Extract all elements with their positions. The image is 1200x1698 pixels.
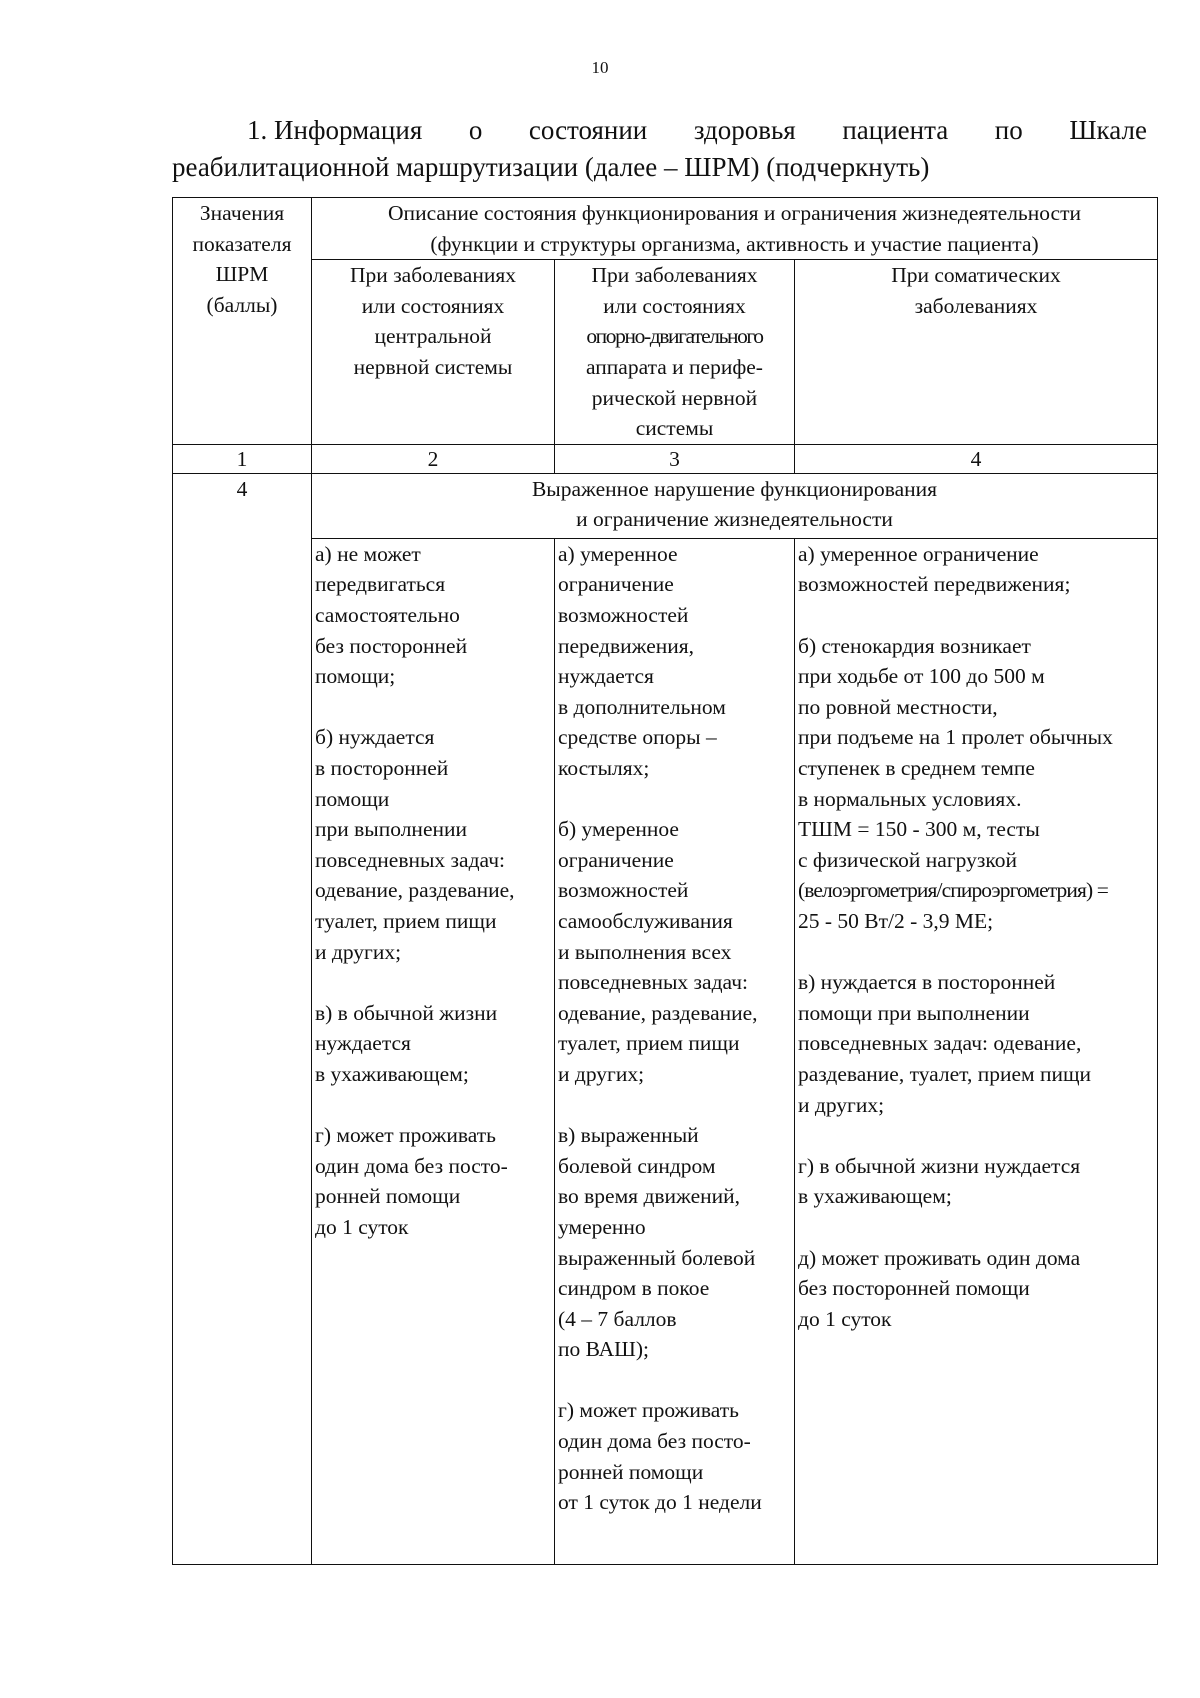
column-number: 2	[312, 444, 555, 473]
column-number: 3	[555, 444, 795, 473]
description-line	[558, 784, 791, 815]
heading-line-2: реабилитационной маршрутизации (далее – ШРМ) (подчеркнуть)	[172, 152, 930, 182]
description-line: г) может проживать	[315, 1123, 496, 1148]
description-line: а) не может	[315, 541, 421, 566]
description-line: синдром в покое	[558, 1276, 710, 1301]
description-line	[558, 1365, 791, 1396]
description-line: самостоятельно	[315, 603, 460, 628]
description-line: ограничение	[558, 847, 674, 872]
description-line: нуждается	[315, 1031, 411, 1056]
heading-word: пациента	[842, 115, 949, 145]
description-line: при подъеме на 1 пролет обычных	[798, 725, 1113, 750]
description-line: б) стенокардия возникает	[798, 633, 1031, 658]
description-line: одевание, раздевание,	[558, 1000, 758, 1025]
description-line	[315, 692, 551, 723]
heading-word: здоровья	[693, 115, 796, 145]
heading-word: Шкале	[1069, 115, 1147, 145]
table-header-row	[173, 198, 1158, 260]
shrm-table	[172, 197, 1158, 1565]
description-line: болевой синдром	[558, 1153, 716, 1178]
description-line: в дополнительном	[558, 694, 726, 719]
description-line: (4 – 7 баллов	[558, 1306, 677, 1331]
description-line: и выполнения всех	[558, 939, 732, 964]
description-header: Описание состояния функционирования и ограничения жизнедеятельности (функции и структуры организма, активность и участие пациента)	[312, 198, 1158, 260]
description-line: повседневных задач:	[315, 847, 506, 872]
description-line: с физической нагрузкой	[798, 847, 1017, 872]
description-line: ронней помощи	[558, 1459, 704, 1484]
musculoskeletal-column-header: При заболеваниях или состояниях опорно-двигательного аппарата и перифе- рической нервной системы	[555, 260, 795, 445]
table-subheader-row	[173, 260, 1158, 445]
description-line: самообслуживания	[558, 908, 733, 933]
cns-description	[312, 538, 555, 1564]
description-line: и других;	[558, 1061, 645, 1086]
description-line: повседневных задач: одевание,	[798, 1031, 1082, 1056]
description-line: помощи;	[315, 664, 396, 689]
description-line: в ухаживающем;	[798, 1184, 952, 1209]
table-row	[173, 473, 1158, 538]
description-line: одевание, раздевание,	[315, 878, 515, 903]
description-line: во время движений,	[558, 1184, 741, 1209]
description-line: костылях;	[558, 756, 650, 780]
heading-word: о	[468, 115, 483, 145]
description-line: раздевание, туалет, прием пищи	[798, 1061, 1092, 1086]
heading-line-1	[172, 112, 1147, 149]
description-line: выраженный болевой	[558, 1245, 756, 1270]
description-line: передвижения,	[558, 633, 695, 658]
description-line: нуждается	[558, 664, 654, 689]
description-line: а) умеренное ограничение	[798, 541, 1039, 566]
musculoskeletal-description	[555, 538, 795, 1564]
description-line: передвигаться	[315, 572, 446, 597]
description-line: ронней помощи	[315, 1184, 461, 1209]
score-column-header: Значения показателя ШРМ (баллы)	[173, 198, 312, 445]
description-line: г) в обычной жизни нуждается	[798, 1153, 1081, 1178]
description-line	[798, 1120, 1154, 1151]
description-line: в) нуждается в посторонней	[798, 970, 1056, 995]
description-line: средстве опоры –	[558, 725, 717, 750]
description-line: помощи при выполнении	[798, 1000, 1030, 1025]
description-line: а) умеренное	[558, 541, 678, 566]
description-line: и других;	[315, 939, 402, 964]
description-line: в ухаживающем;	[315, 1061, 469, 1086]
description-line: туалет, прием пищи	[315, 908, 497, 933]
section-heading	[172, 112, 1147, 186]
description-line: один дома без посто-	[315, 1153, 508, 1178]
description-line: по ВАШ);	[558, 1337, 649, 1362]
cns-column-header: При заболеваниях или состояниях центральной нервной системы	[312, 260, 555, 445]
section-title: Выраженное нарушение функционирования и ограничение жизнедеятельности	[312, 473, 1158, 538]
description-line: б) нуждается	[315, 725, 435, 750]
description-line: возможностей передвижения;	[798, 572, 1071, 597]
description-line: г) может проживать	[558, 1398, 739, 1423]
description-line: в нормальных условиях.	[798, 786, 1022, 811]
description-line: при ходьбе от 100 до 500 м	[798, 664, 1045, 689]
column-numbers-row	[173, 444, 1158, 473]
description-line	[315, 967, 551, 998]
heading-word: состоянии	[528, 115, 648, 145]
description-line: в) в обычной жизни	[315, 1000, 498, 1025]
column-number: 1	[173, 444, 312, 473]
somatic-column-header: При соматических заболеваниях	[795, 260, 1158, 445]
description-line: от 1 суток до 1 недели	[558, 1490, 762, 1515]
description-line: до 1 суток	[315, 1214, 409, 1239]
description-line	[798, 1212, 1154, 1243]
description-line: возможностей	[558, 878, 689, 903]
description-line: д) может проживать один дома	[798, 1245, 1081, 1270]
description-line: до 1 суток	[798, 1306, 892, 1331]
description-line: б) умеренное	[558, 817, 679, 842]
description-line: умеренно	[558, 1214, 646, 1239]
description-line	[798, 600, 1154, 631]
description-line: без посторонней	[315, 633, 468, 658]
description-line: (велоэргометрия/спироэргометрия) =	[798, 878, 1108, 903]
column-number: 4	[795, 444, 1158, 473]
description-line: повседневных задач:	[558, 970, 749, 995]
description-line: в посторонней	[315, 756, 449, 780]
description-line: туалет, прием пищи	[558, 1031, 740, 1056]
description-line: ступенек в среднем темпе	[798, 756, 1035, 780]
description-line: по ровной местности,	[798, 694, 998, 719]
description-line: ограничение	[558, 572, 674, 597]
description-line: помощи	[315, 786, 390, 811]
description-line: один дома без посто-	[558, 1429, 751, 1454]
description-line: ТШМ = 150 - 300 м, тесты	[798, 817, 1040, 842]
table-row	[173, 538, 1158, 1564]
description-line: возможностей	[558, 603, 689, 628]
heading-word: по	[994, 115, 1023, 145]
description-line: и других;	[798, 1092, 885, 1117]
description-line	[798, 937, 1154, 968]
description-line	[558, 1090, 791, 1121]
description-line: в) выраженный	[558, 1123, 699, 1148]
page-number: 10	[591, 58, 609, 77]
score-value: 4	[173, 473, 312, 1564]
heading-word: 1. Информация	[247, 115, 423, 145]
description-line	[315, 1090, 551, 1121]
description-line: при выполнении	[315, 817, 468, 842]
description-line: 25 - 50 Вт/2 - 3,9 МЕ;	[798, 908, 994, 933]
somatic-description	[795, 538, 1158, 1564]
description-line: без посторонней помощи	[798, 1276, 1030, 1301]
